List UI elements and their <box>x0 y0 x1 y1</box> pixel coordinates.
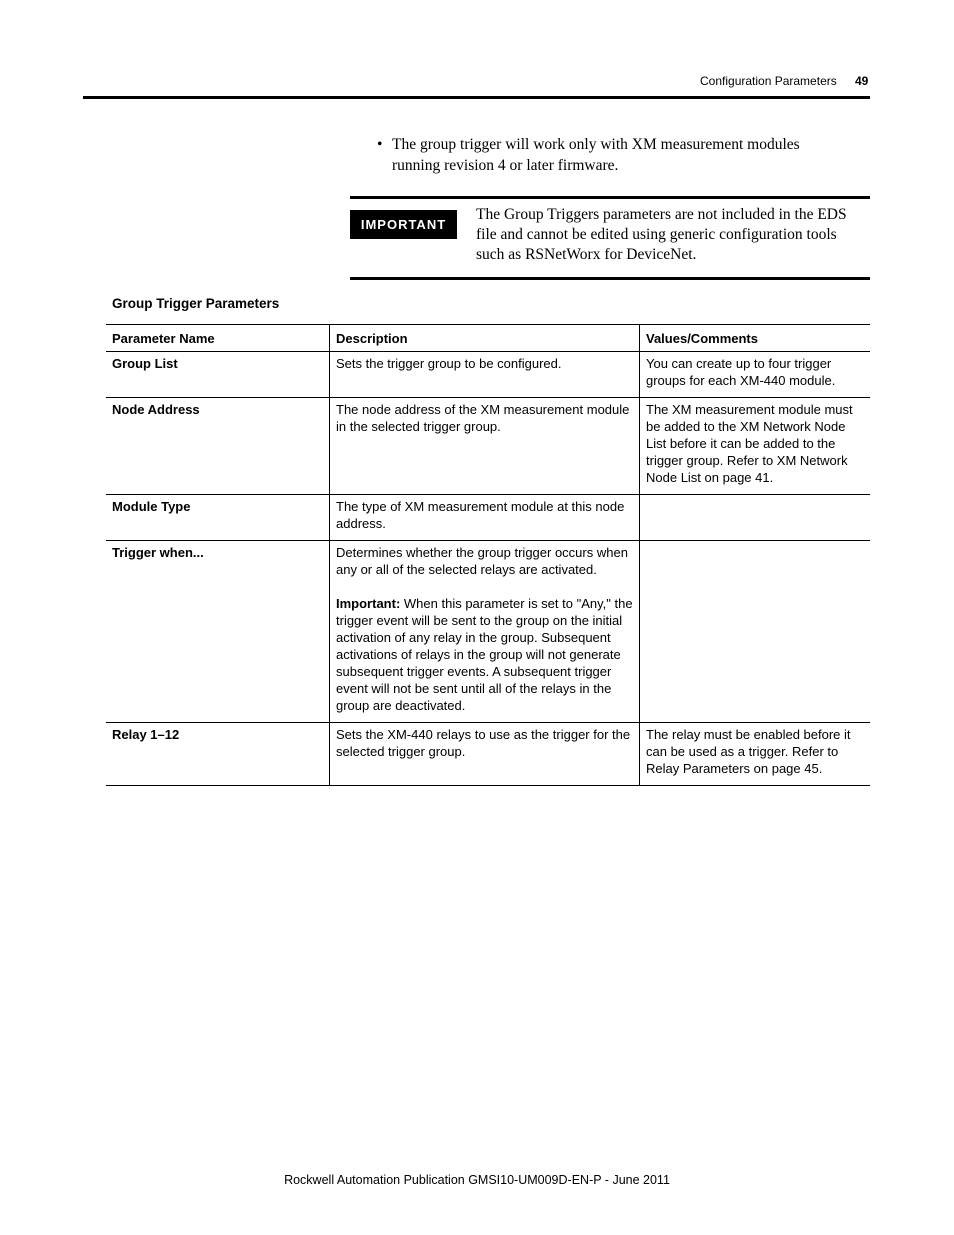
parameters-table <box>106 324 870 786</box>
table-header-row <box>106 325 870 352</box>
table-row <box>106 398 870 495</box>
values-cell <box>640 541 871 723</box>
bullet-symbol: • <box>377 136 383 153</box>
running-header-section: Configuration Parameters <box>700 74 837 88</box>
description-cell: The node address of the XM measurement module in the selected trigger group. <box>330 398 640 495</box>
table-row <box>106 352 870 398</box>
parameter-name-cell: Node Address <box>106 398 330 495</box>
values-cell: The relay must be enabled before it can be used as a trigger. Refer to Relay Parameters on page 45. <box>640 723 871 786</box>
values-cell <box>640 495 871 541</box>
parameter-name-cell: Relay 1–12 <box>106 723 330 786</box>
description-cell: Sets the XM-440 relays to use as the trigger for the selected trigger group. <box>330 723 640 786</box>
column-header-parameter-name: Parameter Name <box>106 325 330 352</box>
important-text: The Group Triggers parameters are not included in the EDS file and cannot be edited using generic configuration tools such as RSNetWorx for DeviceNet. <box>476 206 847 263</box>
parameter-name-cell: Group List <box>106 352 330 398</box>
column-header-values-comments: Values/Comments <box>640 325 871 352</box>
page-number: 49 <box>855 74 869 88</box>
header-rule <box>83 96 870 99</box>
parameter-name-cell: Trigger when... <box>106 541 330 723</box>
important-badge: IMPORTANT <box>350 210 457 239</box>
description-cell <box>330 541 640 723</box>
description-cell: Sets the trigger group to be configured. <box>330 352 640 398</box>
bullet-text: The group trigger will work only with XM measurement modules running revision 4 or later firmware. <box>392 136 800 174</box>
important-inline-label: Important: <box>336 596 401 611</box>
table-title: Group Trigger Parameters <box>112 296 280 311</box>
table-row <box>106 541 870 723</box>
values-cell: The XM measurement module must be added to the XM Network Node List before it can be added to the trigger group. Refer to XM Network Node List on page 41. <box>640 398 871 495</box>
page-footer: Rockwell Automation Publication GMSI10-UM009D-EN-P - June 2011 <box>284 1173 670 1187</box>
important-inline-text: When this parameter is set to "Any," the trigger event will be sent to the group on the initial activation of any relay in the group. Subsequent activations of relays in the group will not generate subsequent trigger events. A subsequent trigger event will not be sent until all of the relays in the group are deactivated. <box>336 596 633 713</box>
description-cell: The type of XM measurement module at this node address. <box>330 495 640 541</box>
important-paragraph <box>336 595 633 714</box>
column-header-description: Description <box>330 325 640 352</box>
important-top-rule <box>350 196 870 199</box>
description-text: Determines whether the group trigger occurs when any or all of the selected relays are activated. <box>336 545 628 577</box>
values-cell: You can create up to four trigger groups for each XM-440 module. <box>640 352 871 398</box>
important-bottom-rule <box>350 277 870 280</box>
table-row <box>106 723 870 786</box>
parameter-name-cell: Module Type <box>106 495 330 541</box>
table-row <box>106 495 870 541</box>
